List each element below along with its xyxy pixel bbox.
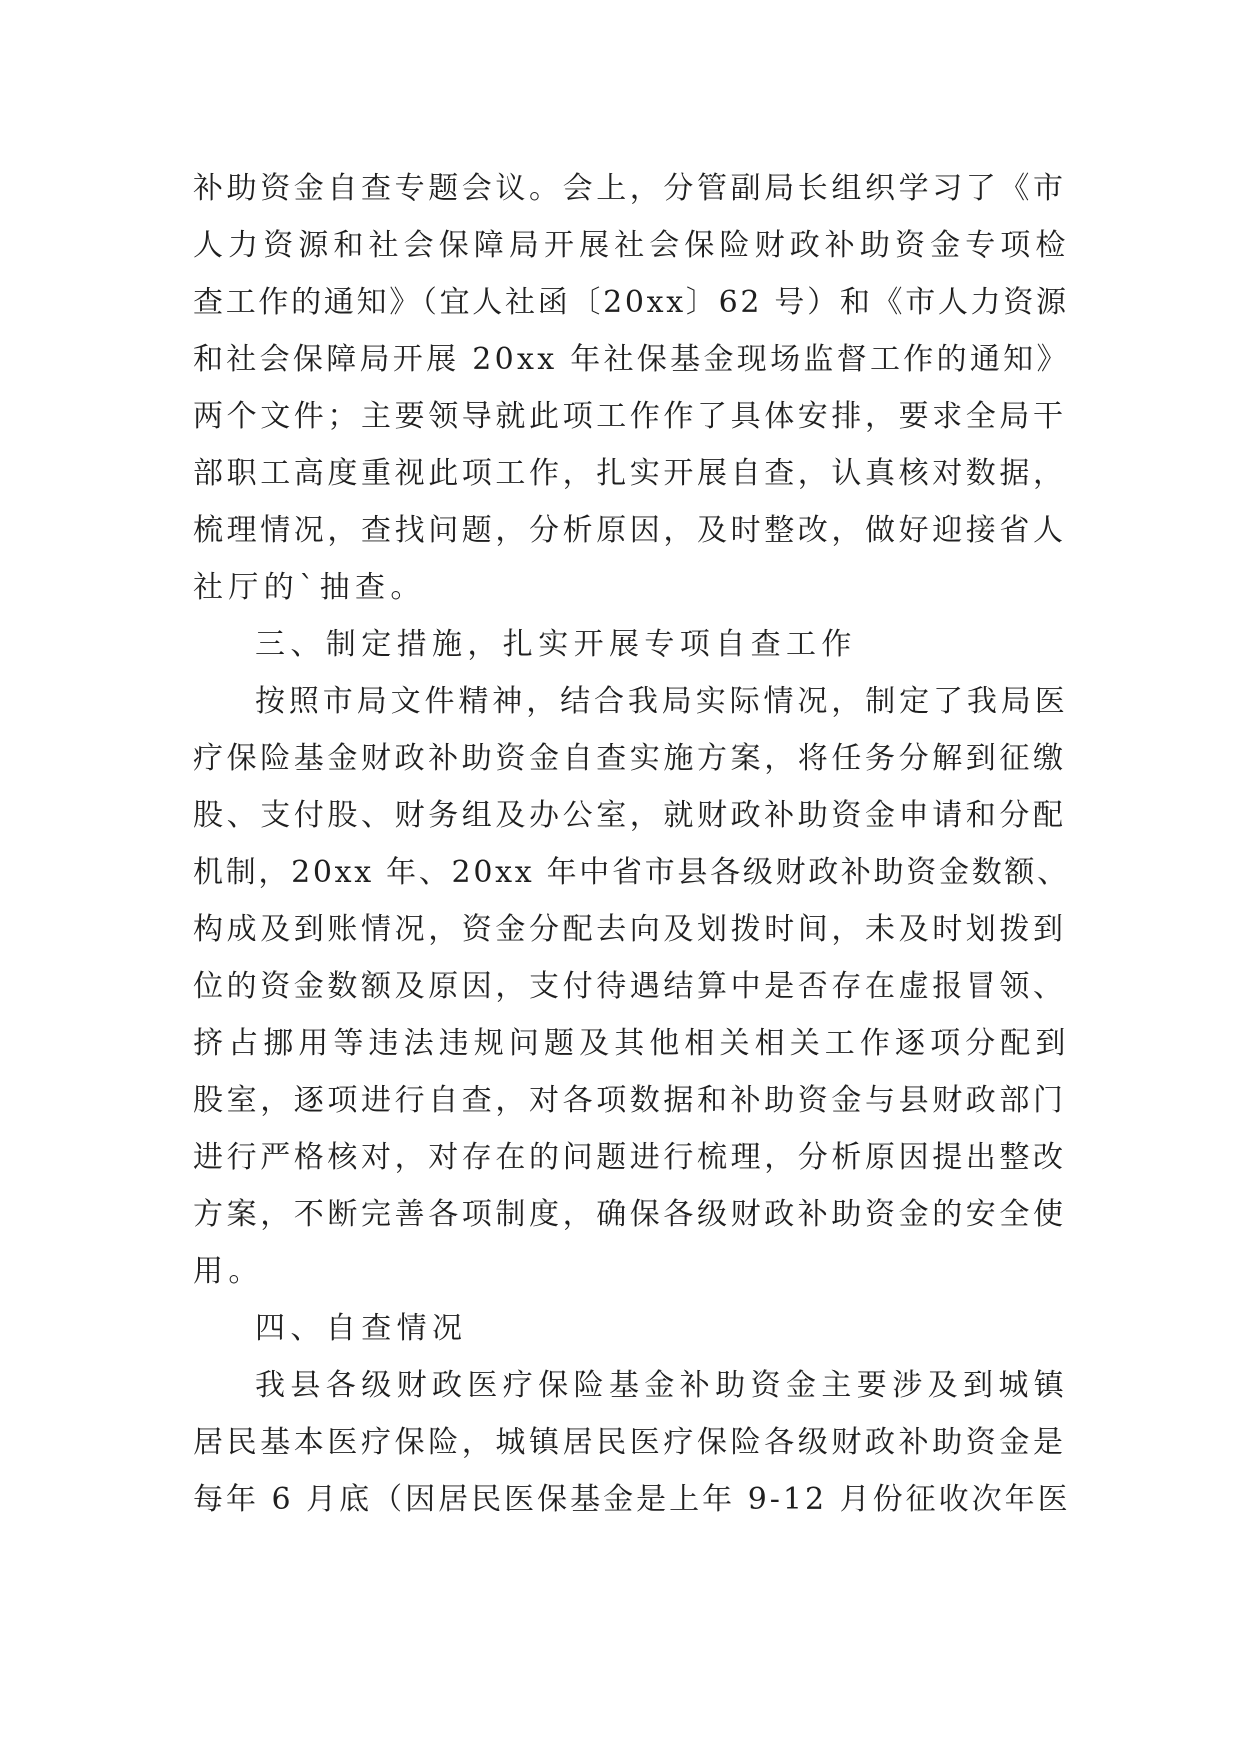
text-line: 查工作的通知》（宜人社函〔20xx〕62 号）和《市人力资源: [193, 285, 1069, 320]
section-heading: 四、自查情况: [255, 1311, 468, 1346]
text-line: 位的资金数额及原因，支付待遇结算中是否存在虚报冒领、: [193, 969, 1067, 1004]
text-line: 构成及到账情况，资金分配去向及划拨时间，未及时划拨到: [193, 912, 1067, 947]
text-line: 按照市局文件精神，结合我局实际情况，制定了我局医: [255, 684, 1069, 719]
text-line: 梳理情况，查找问题，分析原因，及时整改，做好迎接省人: [193, 513, 1067, 548]
text-line: 用。: [193, 1254, 264, 1289]
text-line: 人力资源和社会保障局开展社会保险财政补助资金专项检: [193, 228, 1071, 263]
text-line: 疗保险基金财政补助资金自查实施方案，将任务分解到征缴: [193, 741, 1067, 776]
text-line: 方案，不断完善各项制度，确保各级财政补助资金的安全使: [193, 1197, 1067, 1232]
text-line: 股、支付股、财务组及办公室，就财政补助资金申请和分配: [193, 798, 1067, 833]
text-line: 挤占挪用等违法违规问题及其他相关相关工作逐项分配到: [193, 1026, 1071, 1061]
text-line: 和社会保障局开展 20xx 年社保基金现场监督工作的通知》: [193, 342, 1070, 377]
text-line: 补助资金自查专题会议。会上，分管副局长组织学习了《市: [193, 171, 1067, 206]
text-line: 社厅的`抽查。: [193, 570, 426, 605]
text-line: 进行严格核对，对存在的问题进行梳理，分析原因提出整改: [193, 1140, 1067, 1175]
text-line: 股室，逐项进行自查，对各项数据和补助资金与县财政部门: [193, 1083, 1067, 1118]
text-line: 我县各级财政医疗保险基金补助资金主要涉及到城镇: [255, 1368, 1070, 1403]
section-heading: 三、制定措施，扎实开展专项自查工作: [255, 627, 857, 662]
text-line: 每年 6 月底（因居民医保基金是上年 9-12 月份征收次年医: [193, 1482, 1071, 1517]
text-line: 两个文件；主要领导就此项工作作了具体安排，要求全局干: [193, 399, 1067, 434]
text-line: 机制，20xx 年、20xx 年中省市县各级财政补助资金数额、: [193, 855, 1070, 890]
text-line: 居民基本医疗保险，城镇居民医疗保险各级财政补助资金是: [193, 1425, 1067, 1460]
text-line: 部职工高度重视此项工作，扎实开展自查，认真核对数据，: [193, 456, 1067, 491]
